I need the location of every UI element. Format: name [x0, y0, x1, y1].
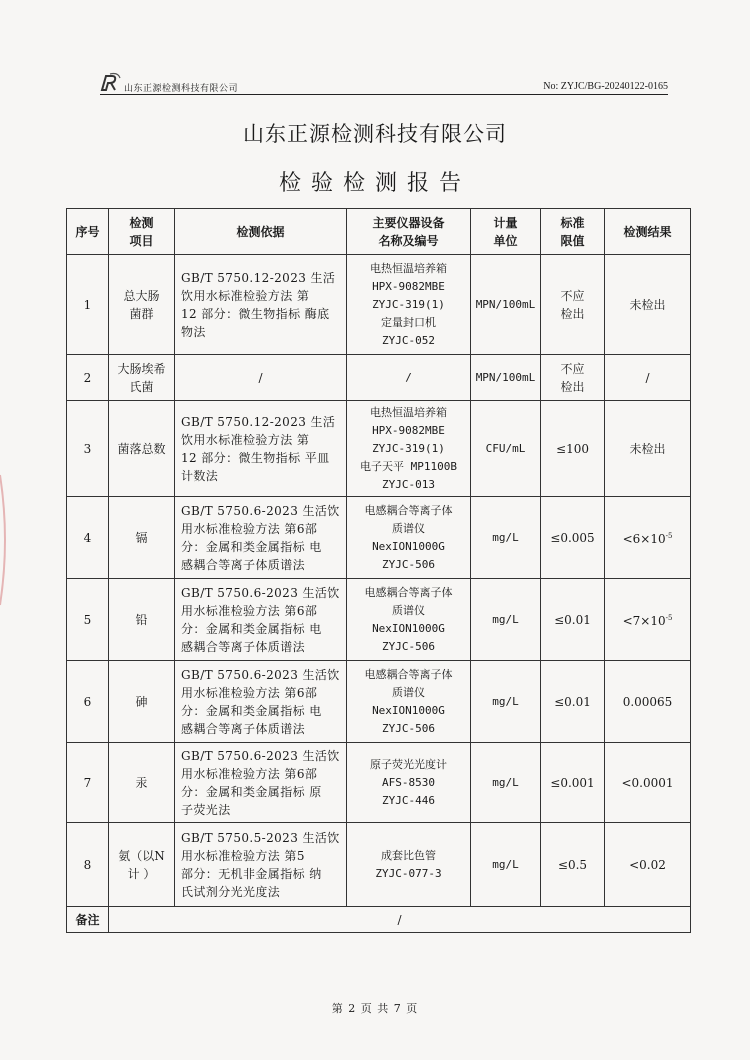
- row-seq: 8: [67, 823, 109, 907]
- row-basis: GB/T 5750.6-2023 生活饮 用水标准检验方法 第6部 分：金属和类金属指标 电 感耦合等离子体质谱法: [175, 497, 347, 579]
- header-divider: [100, 94, 668, 95]
- header-limit: 标准 限值: [541, 209, 605, 255]
- row-limit: ≤0.005: [541, 497, 605, 579]
- table-row: [67, 255, 691, 355]
- row-limit: ≤0.01: [541, 579, 605, 661]
- header-basis: 检测依据: [175, 209, 347, 255]
- result-exponent: -5: [665, 532, 673, 540]
- results-table: [66, 208, 691, 933]
- row-equipment: 电热恒温培养箱 HPX-9082MBE ZYJC-319(1) 定量封口机 ZYJC-052: [347, 255, 471, 355]
- row-basis: GB/T 5750.5-2023 生活饮 用水标准检验方法 第5 部分：无机非金属指标 纳 氏试剂分光光度法: [175, 823, 347, 907]
- table-row: [67, 355, 691, 401]
- row-item: 大肠埃希 氏菌: [109, 355, 175, 401]
- page-header: [100, 70, 668, 96]
- row-unit: mg/L: [471, 497, 541, 579]
- page-footer: 第 2 页 共 7 页: [331, 1002, 419, 1015]
- row-unit: mg/L: [471, 661, 541, 743]
- row-result: 未检出: [605, 255, 691, 355]
- header-company-name: 山东正源检测科技有限公司: [124, 84, 239, 94]
- remarks-row: [67, 907, 691, 933]
- row-seq: 3: [67, 401, 109, 497]
- remarks-value: /: [109, 907, 691, 933]
- row-result: 未检出: [605, 401, 691, 497]
- header-item: 检测 项目: [109, 209, 175, 255]
- table-row: [67, 743, 691, 823]
- row-equipment: 成套比色管 ZYJC-077-3: [347, 823, 471, 907]
- row-unit: CFU/mL: [471, 401, 541, 497]
- row-equipment: 电感耦合等离子体 质谱仪 NexION1000G ZYJC-506: [347, 497, 471, 579]
- row-basis: GB/T 5750.12-2023 生活 饮用水标准检验方法 第 12 部分：微生物指标 平皿 计数法: [175, 401, 347, 497]
- row-limit: ≤0.01: [541, 661, 605, 743]
- header-result: 检测结果: [605, 209, 691, 255]
- row-seq: 2: [67, 355, 109, 401]
- row-equipment: 原子荧光光度计 AFS-8530 ZYJC-446: [347, 743, 471, 823]
- table-header-row: [67, 209, 691, 255]
- row-basis: GB/T 5750.12-2023 生活 饮用水标准检验方法 第 12 部分：微生物指标 酶底 物法: [175, 255, 347, 355]
- result-exponent: -5: [665, 614, 673, 622]
- row-basis: GB/T 5750.6-2023 生活饮 用水标准检验方法 第6部 分：金属和类金属指标 原 子荧光法: [175, 743, 347, 823]
- row-item: 氨（以N 计 ）: [109, 823, 175, 907]
- row-equipment: 电感耦合等离子体 质谱仪 NexION1000G ZYJC-506: [347, 579, 471, 661]
- row-result: $<6\times 10^{-5}$: [605, 497, 691, 579]
- row-limit: ≤100: [541, 401, 605, 497]
- row-unit: mg/L: [471, 743, 541, 823]
- row-item: 铅: [109, 579, 175, 661]
- header-equipment: 主要仪器设备 名称及编号: [347, 209, 471, 255]
- row-unit: MPN/100mL: [471, 355, 541, 401]
- row-unit: MPN/100mL: [471, 255, 541, 355]
- row-unit: mg/L: [471, 579, 541, 661]
- row-item: 总大肠 菌群: [109, 255, 175, 355]
- row-item: 汞: [109, 743, 175, 823]
- row-limit: ≤0.001: [541, 743, 605, 823]
- row-limit: 不应 检出: [541, 255, 605, 355]
- company-logo-icon: [100, 72, 122, 92]
- table-row: [67, 401, 691, 497]
- row-seq: 6: [67, 661, 109, 743]
- row-result: 0.00065: [605, 661, 691, 743]
- row-seq: 1: [67, 255, 109, 355]
- row-item: 菌落总数: [109, 401, 175, 497]
- header-unit: 计量 单位: [471, 209, 541, 255]
- row-result: <0.02: [605, 823, 691, 907]
- row-seq: 7: [67, 743, 109, 823]
- row-item: 镉: [109, 497, 175, 579]
- company-title: 山东正源检测科技有限公司: [243, 122, 507, 146]
- seal-edge: [0, 470, 12, 610]
- table-row: [67, 579, 691, 661]
- row-limit: ≤0.5: [541, 823, 605, 907]
- report-number: No: ZYJC/BG-20240122-0165: [543, 81, 668, 92]
- row-equipment: 电热恒温培养箱 HPX-9082MBE ZYJC-319(1) 电子天平 MP1100B ZYJC-013: [347, 401, 471, 497]
- row-unit: mg/L: [471, 823, 541, 907]
- row-equipment: /: [347, 355, 471, 401]
- row-seq: 4: [67, 497, 109, 579]
- row-item: 砷: [109, 661, 175, 743]
- table-row: [67, 823, 691, 907]
- row-result: /: [605, 355, 691, 401]
- row-result: <0.0001: [605, 743, 691, 823]
- table-row: [67, 497, 691, 579]
- row-basis: /: [175, 355, 347, 401]
- row-seq: 5: [67, 579, 109, 661]
- row-equipment: 电感耦合等离子体 质谱仪 NexION1000G ZYJC-506: [347, 661, 471, 743]
- report-title: 检验检测报告: [278, 171, 471, 196]
- row-limit: 不应 检出: [541, 355, 605, 401]
- row-basis: GB/T 5750.6-2023 生活饮 用水标准检验方法 第6部 分：金属和类金属指标 电 感耦合等离子体质谱法: [175, 579, 347, 661]
- table-row: [67, 661, 691, 743]
- row-result: $<7\times 10^{-5}$: [605, 579, 691, 661]
- header-seq: 序号: [67, 209, 109, 255]
- remarks-label: 备注: [67, 907, 109, 933]
- row-basis: GB/T 5750.6-2023 生活饮 用水标准检验方法 第6部 分：金属和类金属指标 电 感耦合等离子体质谱法: [175, 661, 347, 743]
